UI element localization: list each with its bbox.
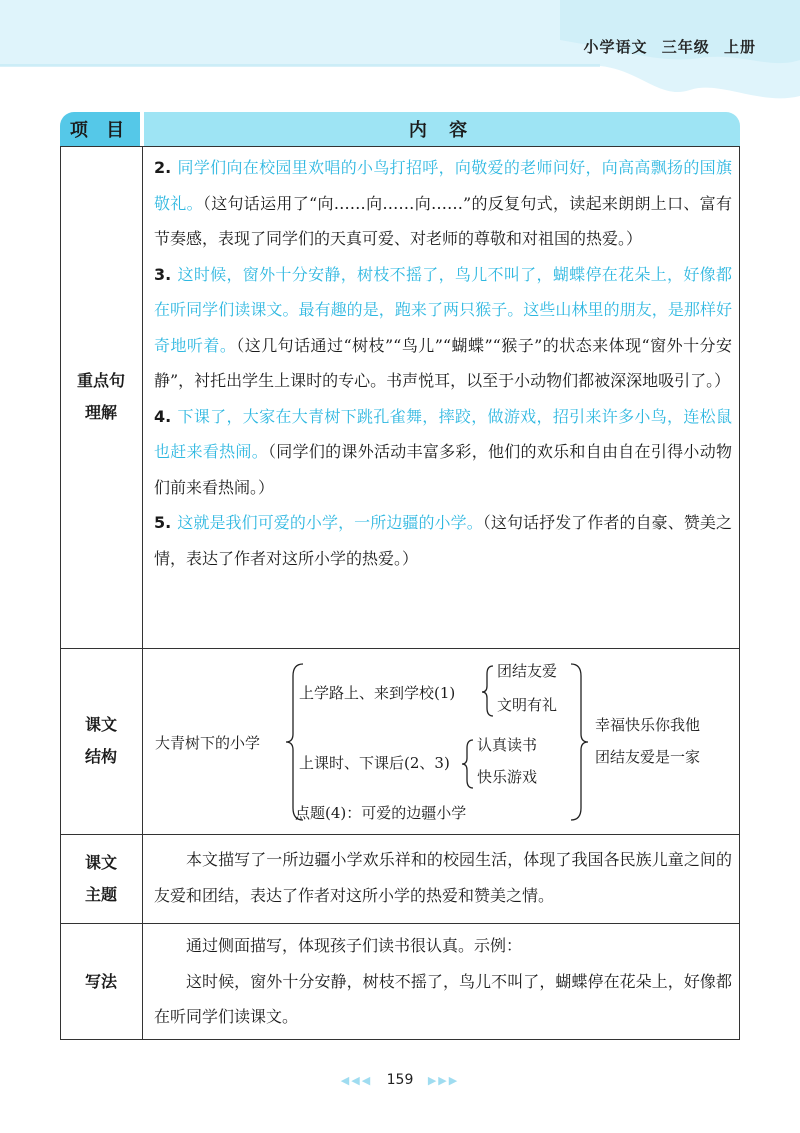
row-divider: [60, 923, 740, 924]
structure-branch: 上学路上、来到学校(1): [299, 684, 456, 702]
label-line: 写法: [84, 971, 117, 991]
highlight-sentence: 这就是我们可爱的小学，一所边疆的小学。: [177, 513, 483, 532]
item-number: 4.: [154, 406, 172, 426]
row-label-theme: [60, 834, 142, 923]
subject-label: 小学语文 三年级 上册: [583, 38, 756, 56]
label-line: 理解: [84, 403, 117, 422]
structure-leaf: 团结友爱: [497, 662, 558, 680]
writing-example: 这时候，窗外十分安静，树枝不摇了，鸟儿不叫了，蝴蝶停在花朵上，好像都在听同学们读课文。: [154, 971, 732, 1026]
page-footer: [0, 1072, 800, 1088]
list-item: [154, 257, 732, 399]
structure-root: 大青树下的小学: [155, 734, 261, 752]
column-header-item: 项 目: [60, 112, 140, 146]
highlight-sentence: 这时候，窗外十分安静，树枝不摇了，鸟儿不叫了，蝴蝶停在花朵上，好像都在听同学们读课文。最有趣的是，跑来了两只猴子。这些山林里的朋友，是那样好奇地听着。: [154, 264, 732, 355]
row-divider: [60, 834, 740, 835]
structure-summary: 团结友爱是一家: [595, 748, 701, 766]
sentence-note: （同学们的课外活动丰富多彩，他们的欢乐和自由自在引得小动物们前来看热闹。）: [154, 442, 732, 497]
sentence-note: （这句话运用了“向……向……向……”的反复句式，读起来朗朗上口、富有节奏感，表现了同学们的天真可爱、对老师的尊敬和对祖国的热爱。）: [154, 193, 732, 248]
item-number: 3.: [154, 264, 172, 284]
column-divider: [142, 146, 143, 1040]
structure-branch: 点题(4)：可爱的边疆小学: [295, 804, 467, 822]
left-arrows-icon: ◀◀◀: [340, 1074, 373, 1087]
label-line: 重点句: [76, 371, 125, 390]
column-header-content: 内 容: [144, 112, 740, 146]
item-number: 2.: [154, 158, 172, 177]
structure-branch: 上课时、下课后(2、3): [299, 754, 450, 772]
right-arrows-icon: ▶▶▶: [427, 1074, 460, 1087]
list-item: [154, 150, 732, 257]
key-sentences-content: [154, 150, 732, 576]
row-label-writing: [60, 923, 142, 1040]
highlight-sentence: 下课了，大家在大青树下跳孔雀舞，摔跤，做游戏，招引来许多小鸟，连松鼠也赶来看热闹。: [154, 406, 732, 461]
highlight-sentence: 同学们向在校园里欢唱的小鸟打招呼，向敬爱的老师问好，向高高飘扬的国旗敬礼。: [154, 158, 732, 213]
structure-leaf: 认真读书: [477, 736, 538, 754]
structure-leaf: 快乐游戏: [477, 768, 538, 786]
label-line: 结构: [84, 747, 117, 766]
sentence-note: （这句话抒发了作者的自豪、赞美之情，表达了作者对这所小学的热爱。）: [154, 513, 732, 568]
theme-content: [154, 842, 732, 913]
page-number: 159: [386, 1072, 414, 1088]
writing-text: 通过侧面描写，体现孩子们读书很认真。示例：: [186, 936, 523, 955]
row-label-key-sentences: [60, 146, 142, 648]
row-label-structure: [60, 648, 142, 834]
label-line: 主题: [84, 884, 117, 904]
structure-diagram: [143, 648, 739, 834]
writing-content: [154, 928, 732, 1035]
list-item: [154, 399, 732, 506]
item-number: 5.: [154, 513, 172, 532]
structure-leaf: 文明有礼: [497, 696, 558, 714]
theme-text: 本文描写了一所边疆小学欢乐祥和的校园生活，体现了我国各民族儿童之间的友爱和团结，表达了作者对这所小学的热爱和赞美之情。: [154, 850, 732, 905]
sentence-note: （这几句话通过“树枝”“鸟儿”“蝴蝶”“猴子”的状态来体现“窗外十分安静”，衬托出学生上课时的专心。书声悦耳，以至于小动物们都被深深地吸引了。）: [154, 335, 732, 390]
structure-summary: 幸福快乐你我他: [595, 716, 701, 734]
label-line: 课文: [84, 715, 117, 734]
list-item: [154, 505, 732, 576]
label-line: 课文: [84, 852, 117, 872]
